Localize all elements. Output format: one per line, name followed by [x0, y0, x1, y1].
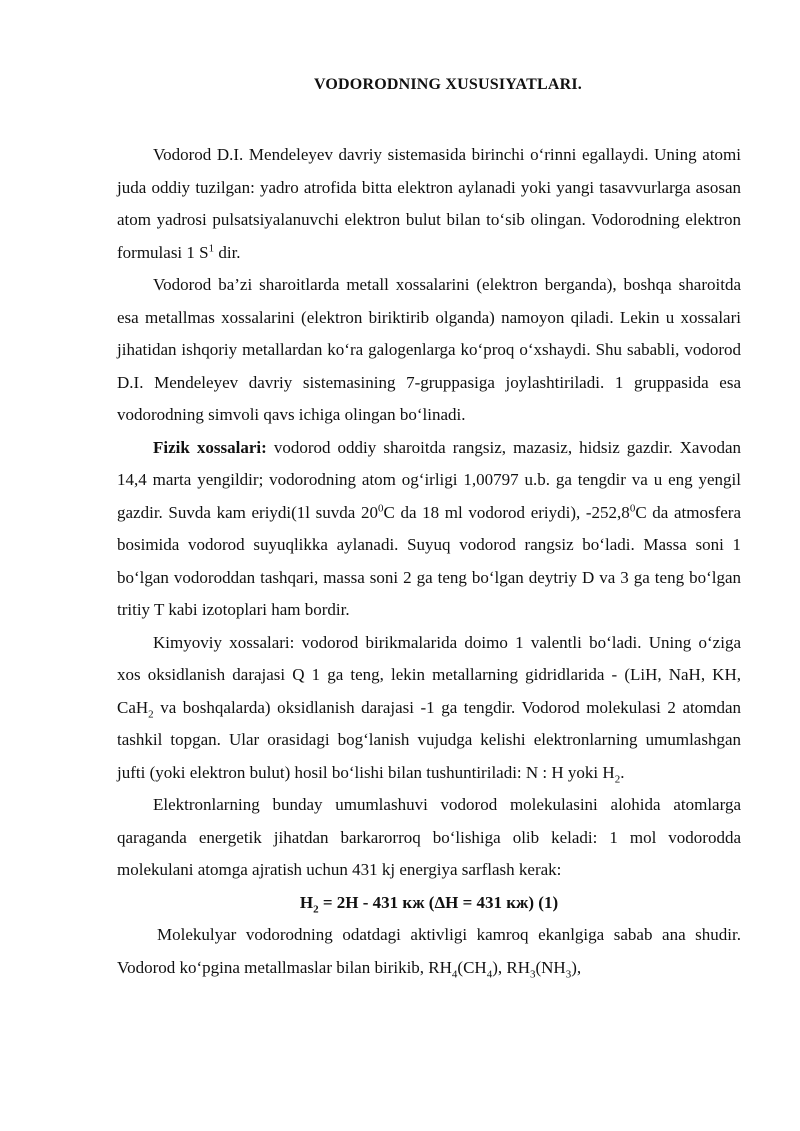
subscript: 3 — [565, 967, 572, 980]
subscript: 2 — [614, 772, 621, 785]
page-title: VODORODNING XUSUSIYATLARI. — [313, 76, 583, 93]
paragraph-text: vodorod oddiy sharoitda rangsiz, mazasiz, hidsiz gazdir. Xavodan 14,4 marta yengildir; vodorodning atom og‘irligi 1,00797 u.b. ga tengdir va u eng yengil gazdir. Suvda kam eriydi(1l suvda 20 — [117, 437, 742, 522]
paragraph-physical-properties — [117, 432, 741, 627]
subscript: 4 — [451, 967, 458, 980]
paragraph-text: C da atmosfera bosimida vodorod suyuqlikka aylanadi. Suyuq vodorod rangsiz bo‘ladi. Massa soni 1 bo‘lgan vodoroddan tashqari, massa soni 2 ga teng bo‘lgan deytriy D va 3 ga teng bo‘lgan tritiy T kabi izotoplari ham bordir. — [117, 502, 742, 619]
paragraph-text: Molekulyar vodorodning odatdagi aktivligi kamroq ekanlgiga sabab ana shudir. Vodorod ko‘pgina metallmaslar bilan birikib, RH — [117, 925, 741, 977]
paragraph-text: Elektronlarning bunday umumlashuvi vodorod molekulasini alohida atomlarga qaraganda energetik jihatdan barkarorroq bo‘lishiga olib keladi: 1 mol vodorodda molekulani atomga ajratish uchun 431 kj energiya sarflash kerak: — [117, 795, 741, 879]
paragraph-text: C da 18 ml vodorod eriydi), -252,8 — [383, 502, 630, 522]
paragraph-text: Kimyoviy xossalari: vodorod birikmalarida doimo 1 valentli bo‘ladi. Uning o‘ziga xos oksidlanish darajasi Q 1 ga teng, lekin metallarning gidridlarida - (LiH, NaH, KH, CaH — [117, 632, 741, 717]
paragraph-metal-properties — [117, 269, 741, 432]
paragraph-text: (NH — [535, 957, 566, 977]
document-body — [117, 139, 741, 984]
paragraph-chemical-properties — [117, 627, 741, 790]
paragraph-text: ), RH — [492, 957, 530, 977]
paragraph-intro — [117, 139, 741, 269]
superscript: 0 — [377, 501, 384, 514]
equation-text: = 2H - 431 кж (ΔH = 431 кж) (1) — [318, 892, 559, 912]
paragraph-text: . — [620, 762, 625, 782]
subscript: 2 — [313, 902, 319, 915]
subscript: 4 — [486, 967, 493, 980]
subscript: 3 — [529, 967, 536, 980]
section-label: Fizik xossalari: — [153, 437, 267, 457]
superscript: 0 — [629, 501, 636, 514]
paragraph-text: dir. — [214, 242, 241, 262]
paragraph-text: ), — [571, 957, 582, 977]
paragraph-molecular-activity — [117, 919, 741, 984]
paragraph-text: Vodorod ba’zi sharoitlarda metall xossalarini (elektron berganda), boshqa sharoitda esa metallmas xossalarini (elektron biriktirib olganda) namoyon qiladi. Lekin u xossalari jihatidan ishqoriy metallardan ko‘ra galogenlarga ko‘proq o‘xshaydi. Shu sababli, vodorod D.I. Mendeleyev davriy sistemasining 7-gruppasiga joylashtiriladi. 1 gruppasida esa vodorodning simvoli qavs ichiga olingan bo‘linadi. — [117, 275, 741, 424]
paragraph-text: Vodorod D.I. Mendeleyev davriy sistemasida birinchi o‘rinni egallaydi. Uning atomi juda oddiy tuzilgan: yadro atrofida bitta elektron aylanadi yoki yangi tasavvurlarga asosan atom yadrosi pulsatsiyalanuvchi elektron bulut bilan to‘sib olingan. Vodorodning elektron formulasi 1 S — [117, 145, 741, 262]
subscript: 2 — [148, 707, 154, 720]
paragraph-electron-pairing — [117, 789, 741, 887]
superscript: 1 — [208, 241, 215, 254]
equation — [117, 887, 741, 920]
equation-symbol: H — [299, 892, 314, 912]
paragraph-text: (CH — [457, 957, 487, 977]
paragraph-text: va boshqalarda) oksidlanish darajasi -1 ga tengdir. Vodorod molekulasi 2 atomdan tashkil topgan. Ular orasidagi bog‘lanish vujudga kelishi elektronlarning umumlashgan jufti (yoki elektron bulut) hosil bo‘lishi bilan tushuntiriladi: N : H yoki H — [117, 697, 741, 782]
